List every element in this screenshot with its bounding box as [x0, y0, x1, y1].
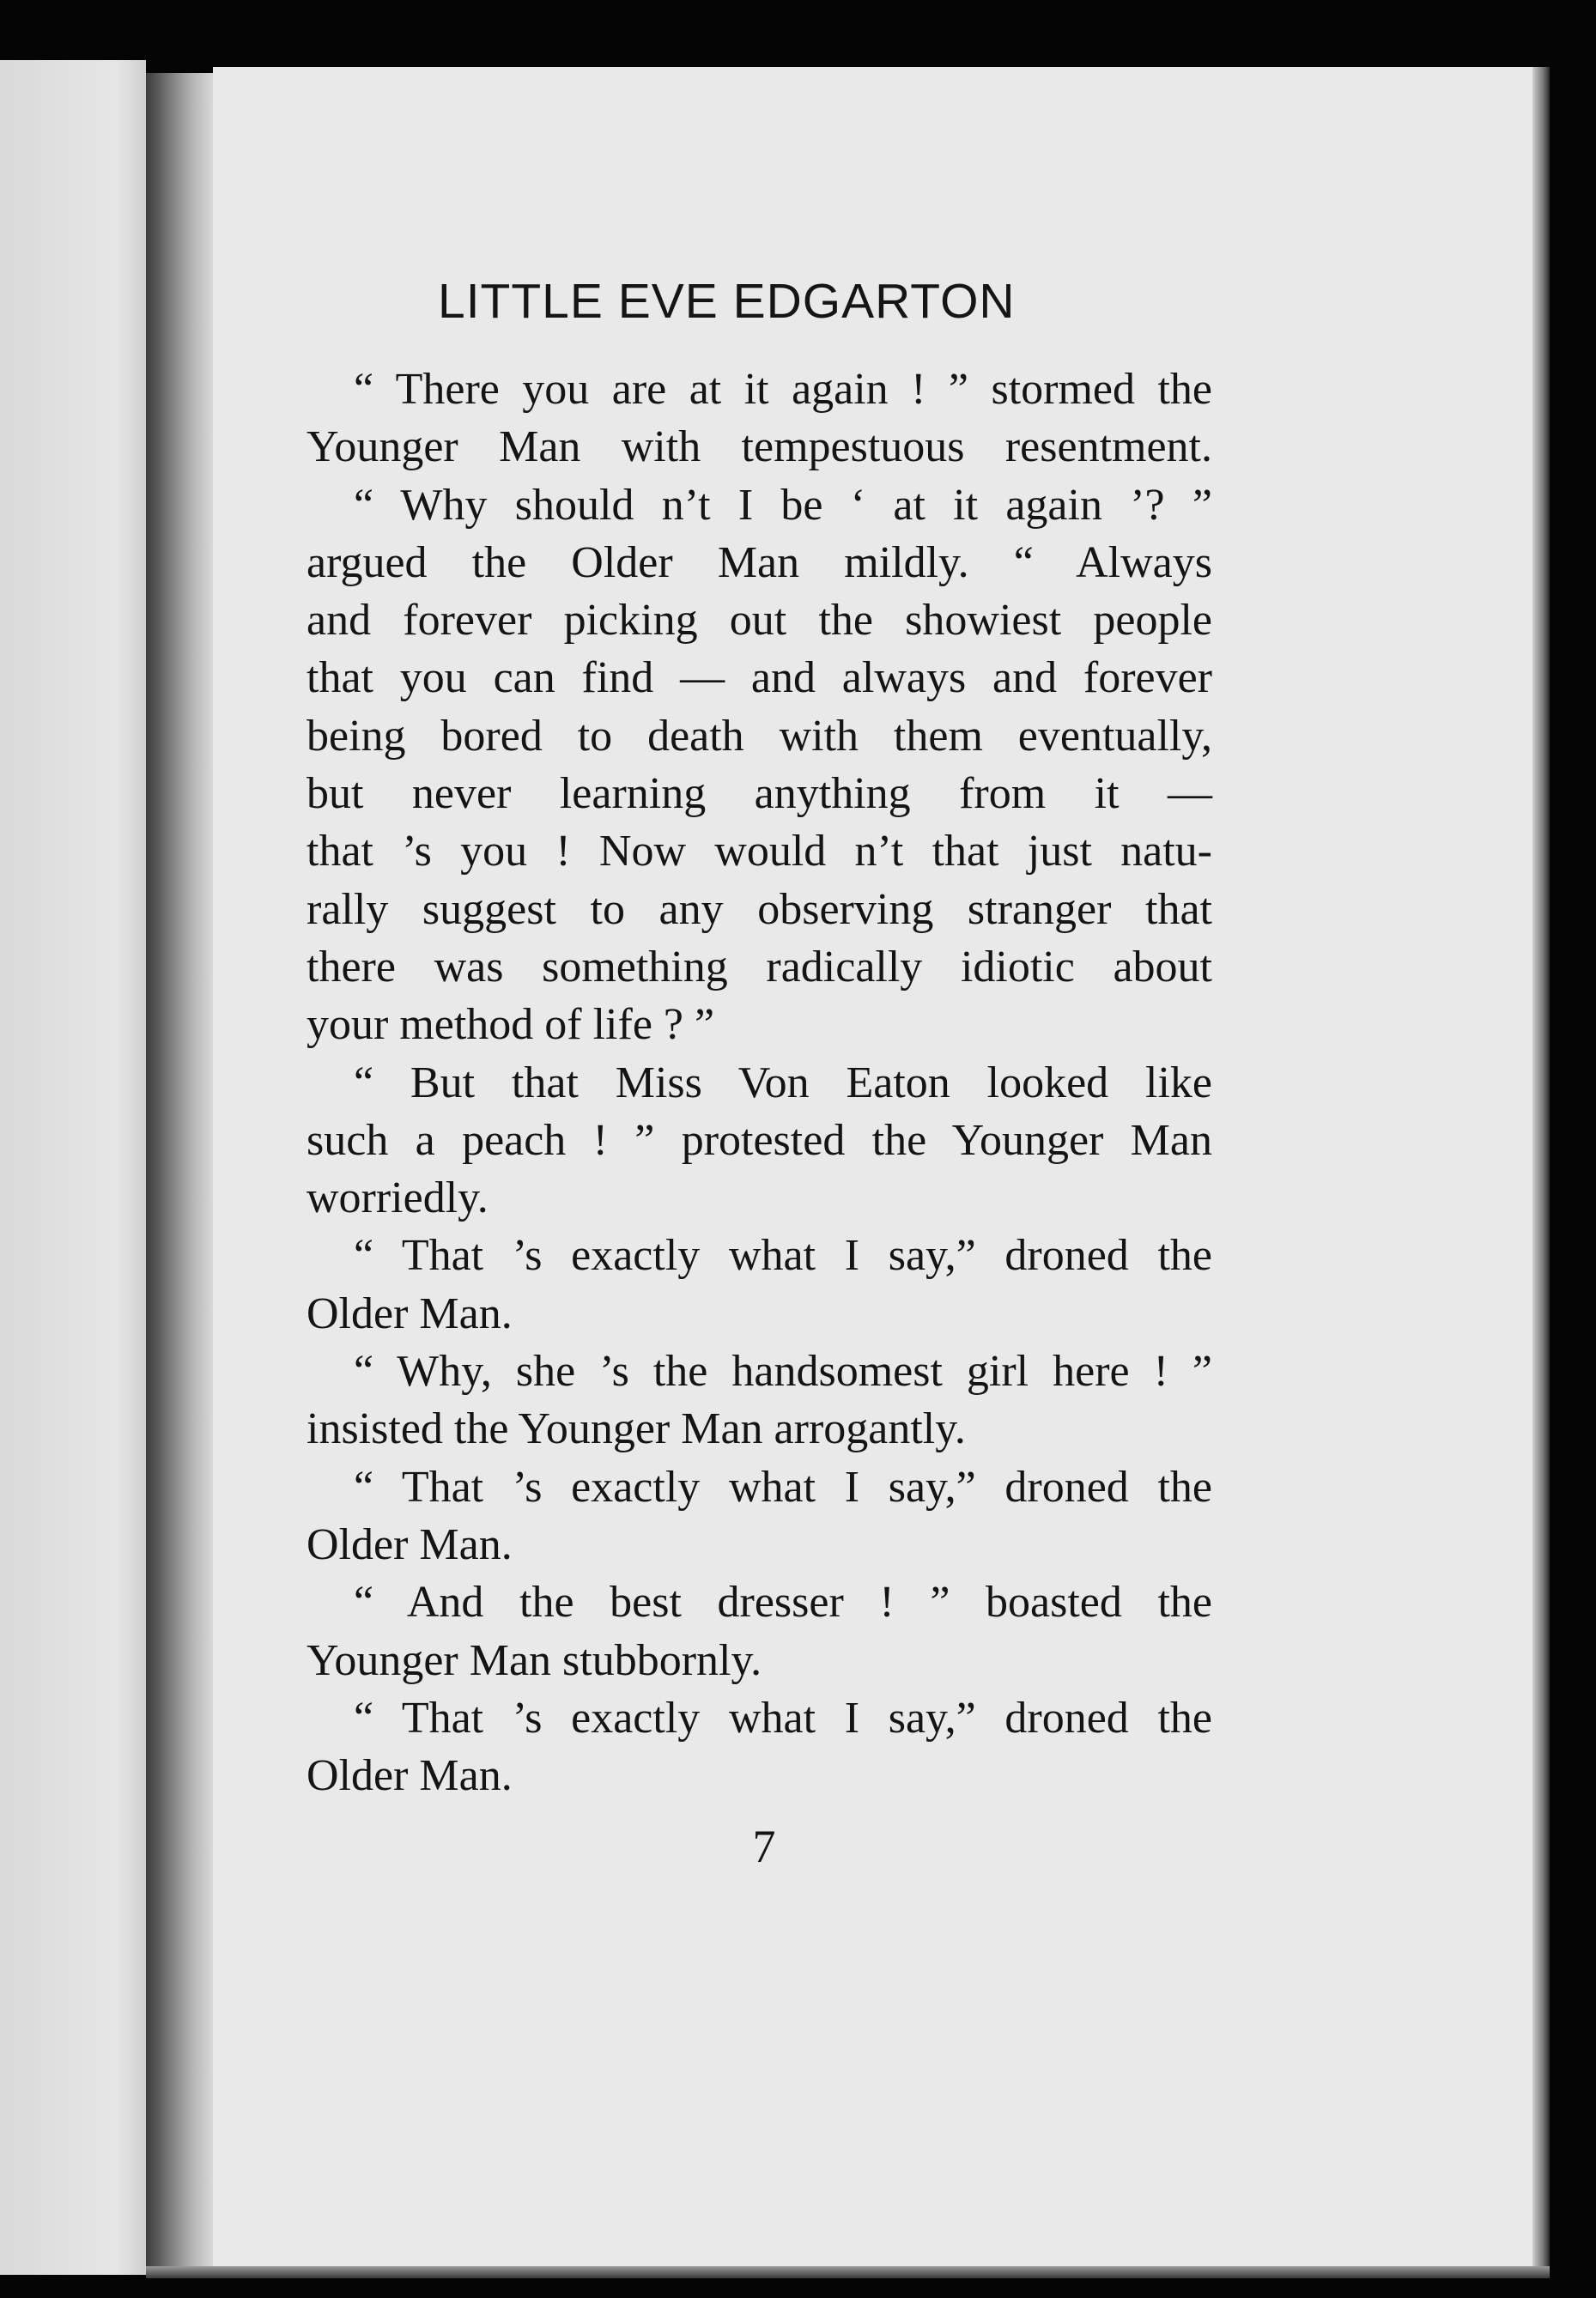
- text-line: “ That ’s exactly what I say,” droned the: [354, 1462, 1212, 1512]
- facing-page-edge: [0, 60, 146, 2275]
- text-line: “ That ’s exactly what I say,” droned the: [354, 1231, 1212, 1281]
- book-gutter-shadow: [146, 73, 213, 2271]
- text-line: being bored to death with them eventually,: [306, 711, 1212, 761]
- text-line: there was something radically idiotic about: [306, 942, 1212, 991]
- text-line: Younger Man stubbornly.: [306, 1635, 762, 1685]
- text-line: “ Why, she ’s the handsomest girl here ! ”: [354, 1347, 1212, 1397]
- text-line: “ That ’s exactly what I say,” droned the: [354, 1693, 1212, 1743]
- text-line: argued the Older Man mildly. “ Always: [306, 537, 1212, 587]
- text-line: but never learning anything from it —: [306, 769, 1212, 819]
- text-line: “ There you are at it again ! ” stormed the: [354, 365, 1212, 414]
- text-line: that you can find — and always and forever: [306, 653, 1212, 703]
- text-line: Older Man.: [306, 1751, 513, 1801]
- running-head: LITTLE EVE EDGARTON: [438, 274, 1016, 329]
- text-line: Older Man.: [306, 1288, 513, 1338]
- text-line: and forever picking out the showiest people: [306, 596, 1212, 646]
- text-line: that ’s you ! Now would n’t that just natu-: [306, 827, 1212, 876]
- text-line: insisted the Younger Man arrogantly.: [306, 1404, 966, 1454]
- body-text: [306, 361, 1212, 1804]
- text-line: such a peach ! ” protested the Younger Man: [306, 1115, 1212, 1165]
- page-number: 7: [752, 1821, 776, 1872]
- page-right-edge: [1532, 67, 1550, 2273]
- text-line: worriedly.: [306, 1173, 489, 1223]
- text-line: “ Why should n’t I be ‘ at it again ’? ”: [354, 480, 1212, 530]
- text-line: rally suggest to any observing stranger that: [306, 884, 1212, 934]
- text-line: Older Man.: [306, 1519, 513, 1569]
- text-line: “ And the best dresser ! ” boasted the: [354, 1578, 1212, 1628]
- page-bottom-edge: [146, 2266, 1550, 2278]
- text-line: your method of life ? ”: [306, 1000, 715, 1050]
- text-line: “ But that Miss Von Eaton looked like: [354, 1058, 1212, 1107]
- text-line: Younger Man with tempestuous resentment.: [306, 422, 1212, 472]
